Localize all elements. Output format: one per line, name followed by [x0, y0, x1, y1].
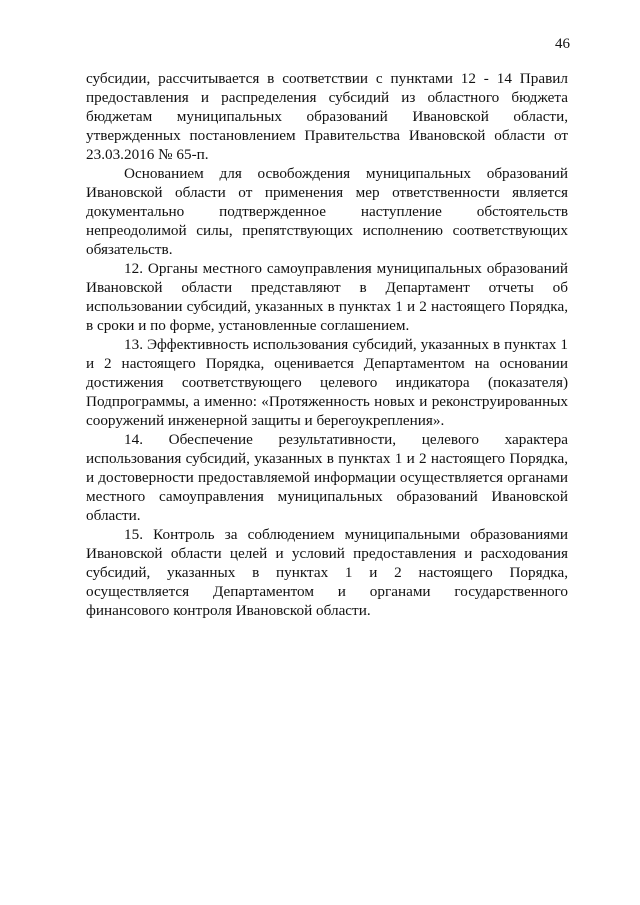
paragraph-item-15: 15. Контроль за соблюдением муниципальными образованиями Ивановской области целей и условий предоставления и расходования субсидий, указанных в пунктах 1 и 2 настоящего Порядка, осуществляется Департаментом и органами государственного финансового контроля Ивановской области. [86, 526, 568, 619]
paragraph-item-14: 14. Обеспечение результативности, целевого характера использования субсидий, указанных в пунктах 1 и 2 настоящего Порядка, и достоверности предоставляемой информации осуществляется органами местного самоуправления муниципальных образований Ивановской области. [86, 431, 568, 524]
document-body [86, 69, 568, 620]
paragraph-item-13: 13. Эффективность использования субсидий, указанных в пунктах 1 и 2 настоящего Порядка, оценивается Департаментом на основании достижения соответствующего целевого индикатора (показателя) Подпрограммы, а именно: «Протяженность новых и реконструированных сооружений инженерной защиты и берегоукрепления». [86, 336, 568, 429]
paragraph-subsidy-calculation: субсидии, рассчитывается в соответствии с пунктами 12 - 14 Правил предоставления и распределения субсидий из областного бюджета бюджетам муниципальных образований Ивановской области, утвержденных постановлением Правительства Ивановской области от 23.03.2016 № 65-п. [86, 70, 568, 163]
paragraph-liability-exemption: Основанием для освобождения муниципальных образований Ивановской области от применения мер ответственности является документально подтвержденное наступление обстоятельств непреодолимой силы, препятствующих исполнению соответствующих обязательств. [86, 165, 568, 258]
page-number: 46 [555, 36, 570, 52]
paragraph-item-12: 12. Органы местного самоуправления муниципальных образований Ивановской области представляют в Департамент отчеты об использовании субсидий, указанных в пунктах 1 и 2 настоящего Порядка, в сроки и по форме, установленные соглашением. [86, 260, 568, 334]
